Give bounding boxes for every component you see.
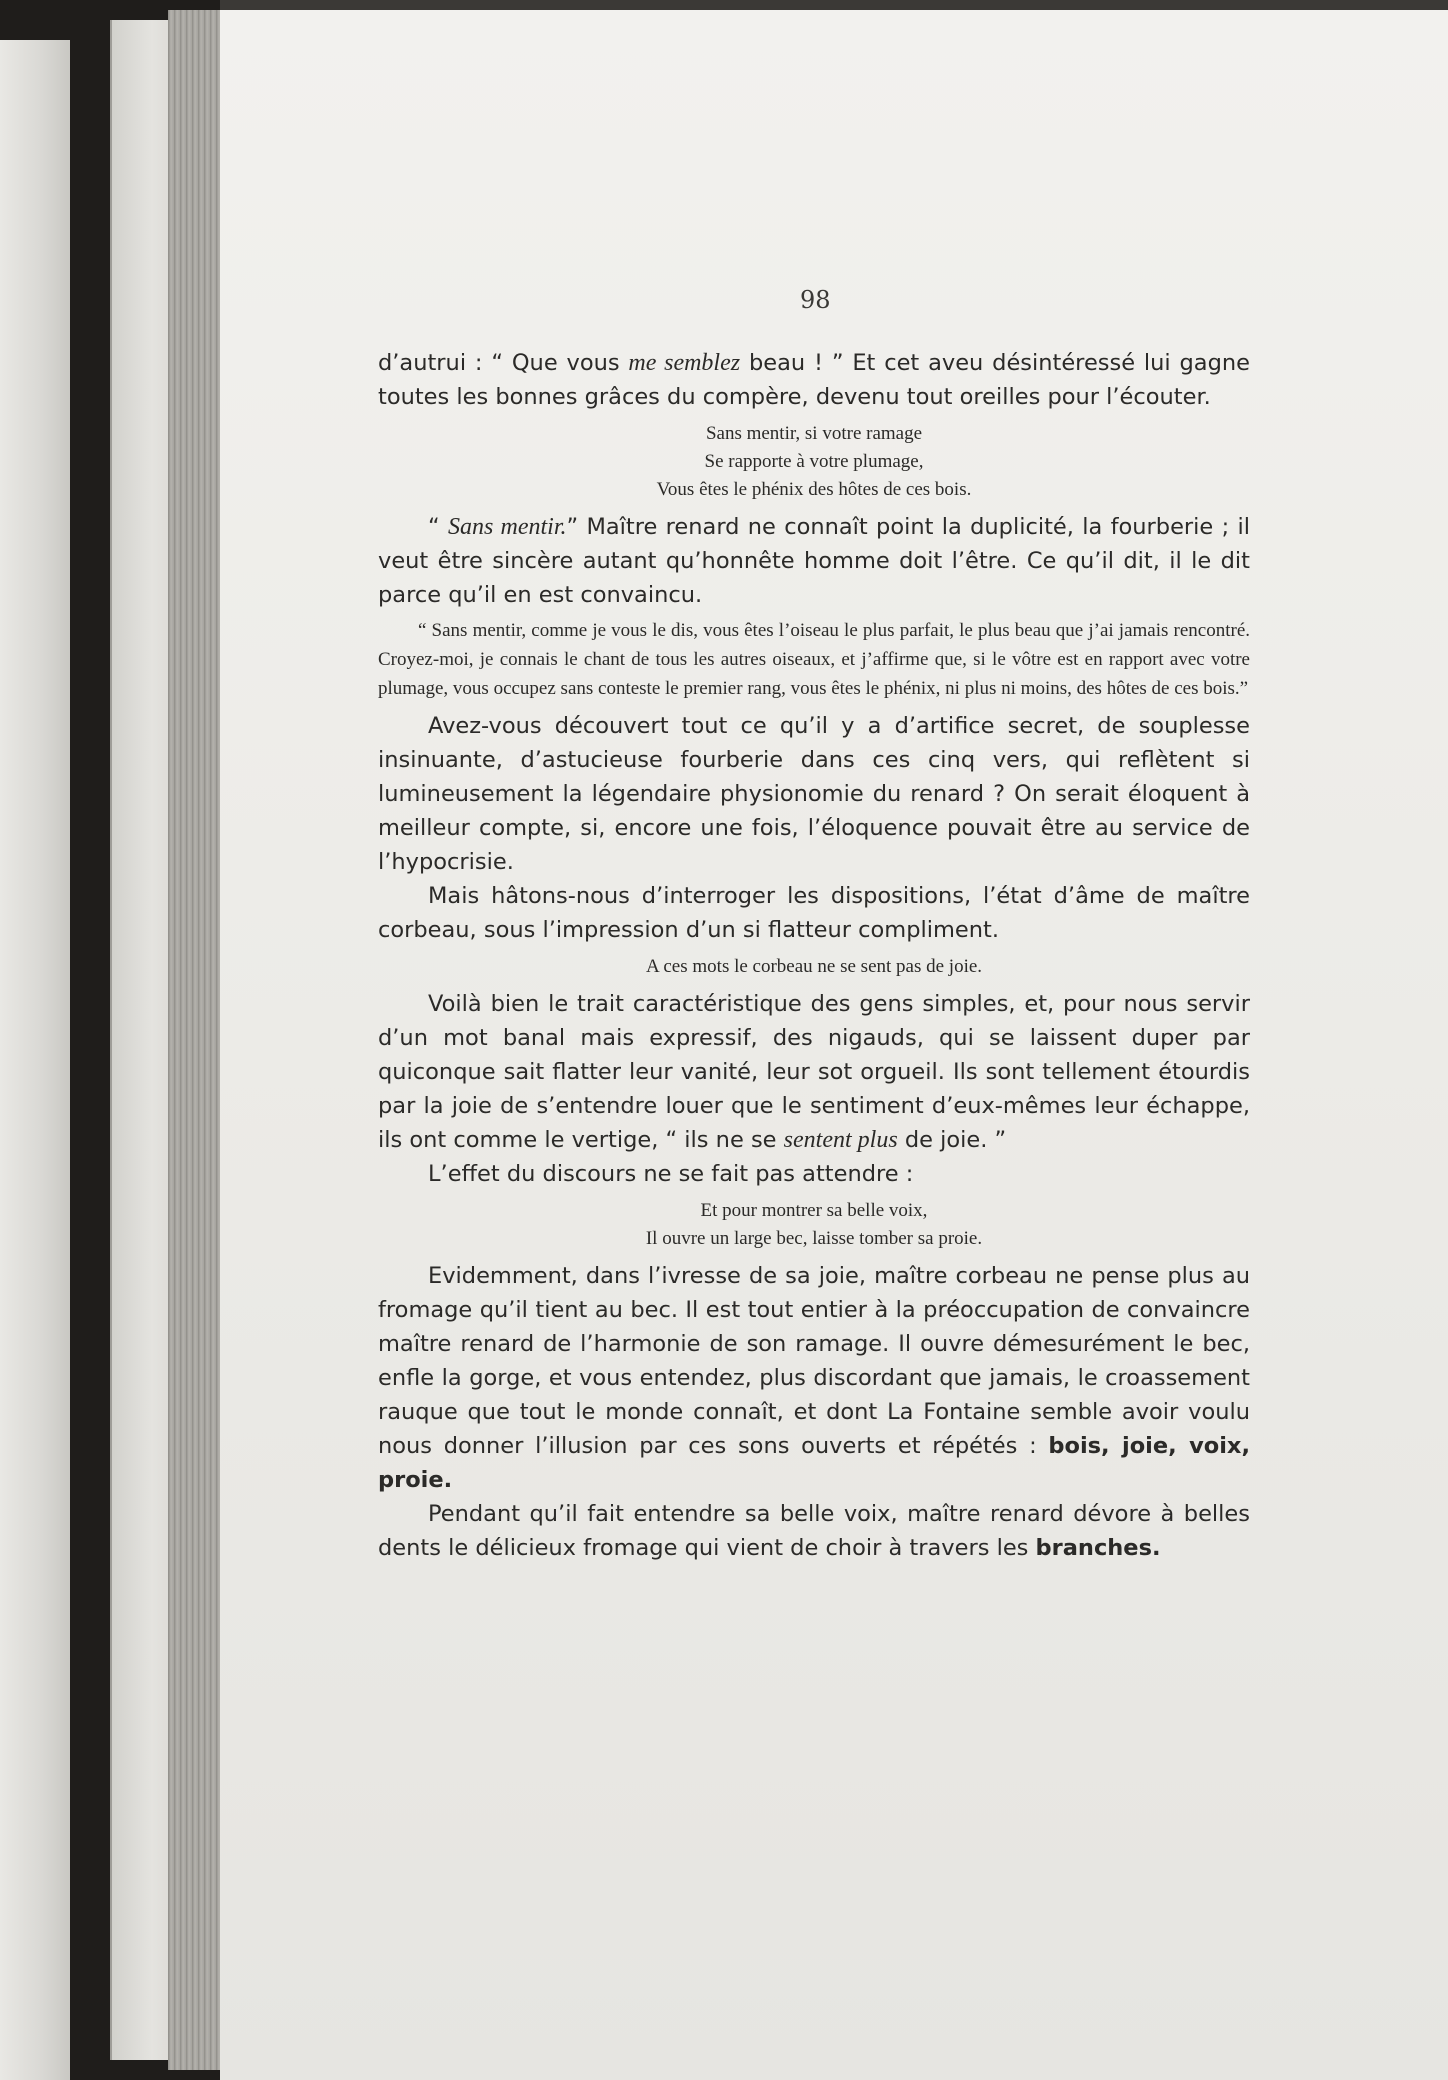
previous-page-edge: [0, 40, 70, 2080]
text-run: d’autrui : “ Que vous: [378, 350, 629, 376]
verse-line: A ces mots le corbeau ne se sent pas de joie.: [645, 956, 983, 977]
page-text: [378, 346, 1250, 1565]
paragraph: [378, 1259, 1250, 1497]
text-run: Evidemment, dans l’ivresse de sa joie, maître corbeau ne pense plus au fromage qu’il tient au bec. Il est tout entier à la préoccupation de convaincre maître renard de l’harmonie de son ramage. Il ouvre démesurément le bec, enfle la gorge, et vous entendez, plus discordant que jamais, le croassement rauque que tout le monde connaît, et dont La Fontaine semble avoir voulu nous donner l’illusion par ces sons ouverts et répétés :: [378, 1263, 1250, 1459]
text-run: ” Maître renard ne connaît point la duplicité, la fourberie ; il veut être sincère autant qu’honnête homme doit l’être. Ce qu’il dit, il le dit parce qu’il en est convaincu.: [378, 514, 1250, 608]
page-number: 98: [800, 286, 831, 314]
text-run: Voilà bien le trait caractéristique des gens simples, et, pour nous servir d’un mot banal mais expressif, des nigauds, qui se laissent duper par quiconque sait flatter leur vanité, leur sot orgueil. Ils sont tellement étourdis par la joie de s’entendre louer que le sentiment d’eux-mêmes leur échappe, ils ont comme le vertige, “ ils ne se: [378, 991, 1250, 1153]
text-run: “: [428, 514, 448, 540]
verse-line: Et pour montrer sa belle voix,: [700, 1200, 928, 1221]
italic-text: Sans mentir.: [447, 514, 567, 540]
paragraph: [378, 1157, 1250, 1191]
verse-line: Se rapporte à votre plumage,: [704, 451, 924, 472]
scan-top-border: [220, 0, 1448, 10]
bold-text: bois, joie, voix, proie.: [378, 1433, 1250, 1493]
paragraph: [378, 510, 1250, 612]
verse-line: Vous êtes le phénix des hôtes de ces bois.: [656, 479, 972, 500]
text-run: Mais hâtons-nous d’interroger les dispositions, l’état d’âme de maître corbeau, sous l’impression d’un si flatteur compliment.: [378, 883, 1250, 943]
text-run: Pendant qu’il fait entendre sa belle voix, maître renard dévore à belles dents le délicieux fromage qui vient de choir à travers les: [378, 1501, 1250, 1561]
paragraph: [378, 987, 1250, 1157]
text-run: “ Sans mentir, comme je vous le dis, vous êtes l’oiseau le plus parfait, le plus beau que j’ai jamais rencontré. Croyez-moi, je connais le chant de tous les autres oiseaux, et j’affirme que, si le vôtre est en rapport avec votre plumage, vous occupez sans conteste le premier rang, vous êtes le phénix, ni plus ni moins, des hôtes de ces bois.”: [378, 620, 1250, 699]
paragraph: [378, 879, 1250, 947]
verse-quotation: [378, 1197, 1250, 1253]
verse-quotation: [378, 420, 1250, 504]
italic-text: sentent plus: [783, 1127, 898, 1153]
verse-line: Il ouvre un large bec, laisse tomber sa proie.: [645, 1228, 983, 1249]
italic-text: me semblez: [628, 350, 741, 376]
prose-paraphrase: [378, 616, 1250, 703]
bold-text: branches.: [1035, 1535, 1161, 1561]
paragraph: [378, 709, 1250, 879]
paragraph: [378, 346, 1250, 414]
verse-line: Sans mentir, si votre ramage: [705, 423, 923, 444]
text-run: de joie. ”: [897, 1127, 1007, 1153]
text-run: beau ! ” Et cet aveu désintéressé lui gagne toutes les bonnes grâces du compère, devenu tout oreilles pour l’écouter.: [378, 350, 1250, 410]
paragraph: [378, 1497, 1250, 1565]
book-gutter: [168, 10, 228, 2070]
text-run: Avez-vous découvert tout ce qu’il y a d’artifice secret, de souplesse insinuante, d’astucieuse fourberie dans ces cinq vers, qui reflètent si lumineusement la légendaire physionomie du renard ? On serait éloquent à meilleur compte, si, encore une fois, l’éloquence pouvait être au service de l’hypocrisie.: [378, 713, 1250, 875]
verse-quotation: [378, 953, 1250, 981]
text-run: L’effet du discours ne se fait pas attendre :: [428, 1161, 914, 1187]
